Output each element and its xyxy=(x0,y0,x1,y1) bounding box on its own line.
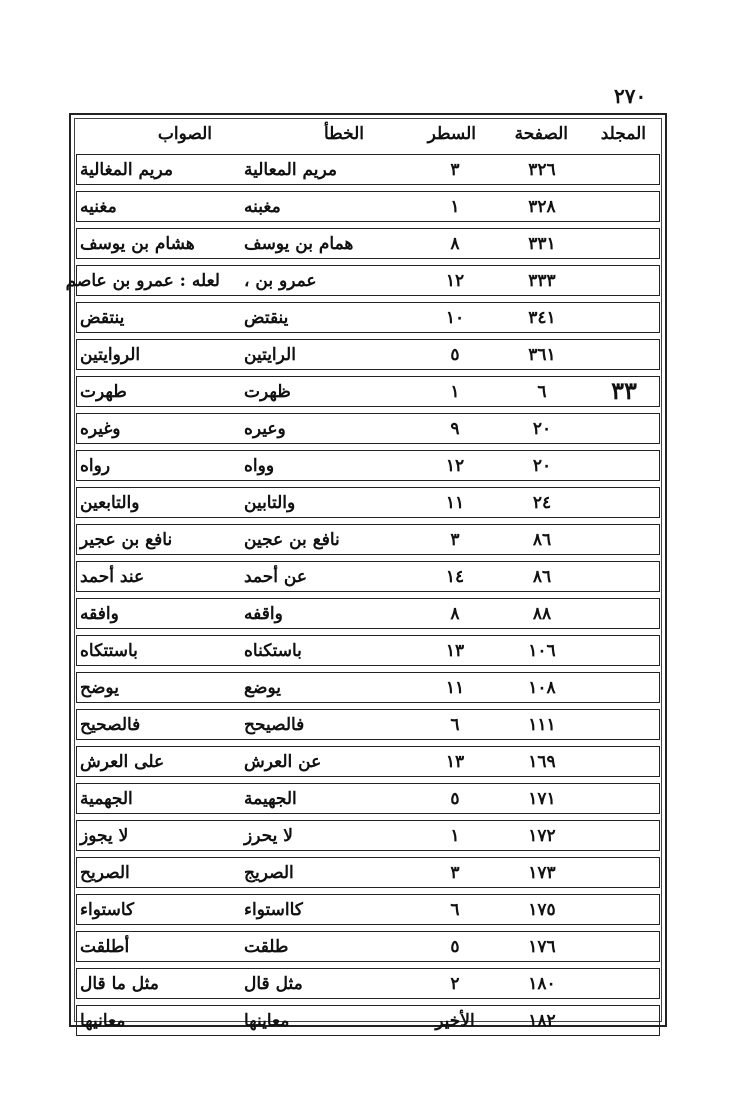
page-cell: ١٧٣ xyxy=(528,863,556,883)
correct-cell: مثل ما قال xyxy=(80,974,159,994)
table-row xyxy=(76,335,660,372)
wrong-cell: فالصيحح xyxy=(244,715,305,735)
page-cell: ١٧٢ xyxy=(528,826,556,846)
correct-cell: يوضح xyxy=(80,678,119,698)
page-cell: ٣٢٨ xyxy=(528,197,556,217)
wrong-cell: واقفه xyxy=(244,604,283,624)
header-wrong: الخطأ xyxy=(323,124,364,144)
correct-cell: باستتكاه xyxy=(80,641,138,661)
line-cell: ٦ xyxy=(450,900,460,920)
table-row xyxy=(76,372,660,409)
table-row xyxy=(76,520,660,557)
wrong-cell: ظهرت xyxy=(244,382,291,402)
page-cell: ٣٦١ xyxy=(528,345,556,365)
line-cell: ٣ xyxy=(450,160,460,180)
table-row xyxy=(76,557,660,594)
wrong-cell: كااستواء xyxy=(244,900,303,920)
table-row xyxy=(76,816,660,853)
page-cell: ١٠٨ xyxy=(528,678,556,698)
line-cell: ٢ xyxy=(450,974,460,994)
wrong-cell: وعيره xyxy=(244,419,286,439)
table-row xyxy=(76,742,660,779)
correct-cell: مريم المغالية xyxy=(80,160,173,180)
wrong-cell: والتابين xyxy=(244,493,296,513)
line-cell: ١١ xyxy=(445,678,465,698)
correct-cell: ينتقض xyxy=(80,308,125,328)
line-cell: ٩ xyxy=(450,419,460,439)
page-cell: ١٠٦ xyxy=(528,641,556,661)
wrong-cell: عمرو بن ، xyxy=(244,271,317,291)
table-header xyxy=(80,118,660,150)
line-cell: ١٢ xyxy=(445,271,465,291)
wrong-cell: مريم المعالية xyxy=(244,160,337,180)
wrong-cell: ينقتض xyxy=(244,308,289,328)
wrong-cell: معاينها xyxy=(244,1011,290,1031)
correct-cell: لا يجوز xyxy=(80,826,129,846)
table-row xyxy=(76,446,660,483)
correct-cell: كاستواء xyxy=(80,900,135,920)
correct-cell: نافع بن عجير xyxy=(80,530,173,550)
table-row xyxy=(76,705,660,742)
line-cell: ١ xyxy=(450,382,460,402)
page-cell: ٨٦ xyxy=(532,567,552,587)
line-cell: ١٠ xyxy=(445,308,465,328)
header-correct: الصواب xyxy=(157,124,212,144)
line-cell: ٣ xyxy=(450,530,460,550)
correct-cell: الصريح xyxy=(80,863,130,883)
page-cell: ١٨٢ xyxy=(528,1011,556,1031)
page-cell: ٣٣٣ xyxy=(528,271,556,291)
volume-cell: ٣٣ xyxy=(611,376,637,405)
correct-cell: معانيها xyxy=(80,1011,126,1031)
line-cell: ١٢ xyxy=(445,456,465,476)
line-cell: ١٣ xyxy=(445,641,465,661)
table-row xyxy=(76,298,660,335)
line-cell: ٥ xyxy=(450,345,460,365)
table-row xyxy=(76,150,660,187)
page-cell: ١٧٦ xyxy=(528,937,556,957)
line-cell: ٣ xyxy=(450,863,460,883)
wrong-cell: باستكناه xyxy=(244,641,302,661)
page-cell: ٣٤١ xyxy=(528,308,556,328)
page-number: ٢٧٠ xyxy=(614,84,647,108)
page-cell: ١٧٥ xyxy=(528,900,556,920)
table-row xyxy=(65,261,660,298)
wrong-cell: مثل قال xyxy=(244,974,303,994)
correct-cell: على العرش xyxy=(80,752,165,772)
line-cell: ١ xyxy=(450,197,460,217)
page-cell: ٨٨ xyxy=(532,604,552,624)
line-cell: ١٣ xyxy=(445,752,465,772)
table-row xyxy=(76,853,660,890)
table-row xyxy=(76,594,660,631)
line-cell: ٥ xyxy=(450,937,460,957)
line-cell: ١ xyxy=(450,826,460,846)
header-line: السطر xyxy=(427,124,476,144)
correct-cell: لعله : عمرو بن عاصم xyxy=(65,271,220,291)
page-cell: ٣٢٦ xyxy=(528,160,556,180)
wrong-cell: طلقت xyxy=(244,937,289,957)
line-cell: ١٤ xyxy=(445,567,465,587)
page-cell: ٣٣١ xyxy=(528,234,556,254)
wrong-cell: يوضع xyxy=(244,678,281,698)
correct-cell: هشام بن يوسف xyxy=(80,234,195,254)
page-cell: ١١١ xyxy=(528,715,556,735)
page-cell: ٨٦ xyxy=(532,530,552,550)
correct-cell: طهرت xyxy=(80,382,127,402)
table-row xyxy=(76,890,660,927)
table-row xyxy=(76,927,660,964)
table-row xyxy=(76,1001,660,1038)
table-row xyxy=(76,779,660,816)
table-row xyxy=(76,631,660,668)
page-cell: ١٧١ xyxy=(528,789,556,809)
wrong-cell: همام بن يوسف xyxy=(244,234,354,254)
page-cell: ٦ xyxy=(537,382,547,402)
wrong-cell: الرايتين xyxy=(244,345,296,365)
wrong-cell: مغبنه xyxy=(244,197,281,217)
correct-cell: أطلقت xyxy=(80,937,130,957)
line-cell: ٨ xyxy=(450,604,460,624)
table-row xyxy=(76,224,660,261)
table-row xyxy=(76,668,660,705)
wrong-cell: الجهيمة xyxy=(244,789,297,809)
line-cell: ٦ xyxy=(450,715,460,735)
line-cell: ٨ xyxy=(450,234,460,254)
page-cell: ٢٠ xyxy=(532,456,552,476)
page-cell: ١٦٩ xyxy=(528,752,556,772)
correct-cell: والتابعين xyxy=(80,493,140,513)
table-row xyxy=(76,483,660,520)
correct-cell: مغنيه xyxy=(80,197,117,217)
table-row xyxy=(76,187,660,224)
header-volume: المجلد xyxy=(600,124,646,144)
wrong-cell: وواه xyxy=(244,456,275,476)
line-cell: الأخير xyxy=(435,1011,475,1031)
page-cell: ٢٠ xyxy=(532,419,552,439)
correct-cell: الجهمية xyxy=(80,789,133,809)
correct-cell: وافقه xyxy=(80,604,119,624)
correct-cell: رواه xyxy=(80,456,111,476)
wrong-cell: نافع بن عجين xyxy=(244,530,340,550)
table-row xyxy=(76,409,660,446)
wrong-cell: عن العرش xyxy=(244,752,322,772)
header-page: الصفحة xyxy=(514,124,568,144)
correct-cell: عند أحمد xyxy=(80,567,145,587)
wrong-cell: عن أحمد xyxy=(244,567,307,587)
correct-cell: الروايتين xyxy=(80,345,141,365)
correct-cell: فالصحيح xyxy=(80,715,141,735)
correct-cell: وغيره xyxy=(80,419,121,439)
line-cell: ٥ xyxy=(450,789,460,809)
page-cell: ٢٤ xyxy=(532,493,552,513)
wrong-cell: الصريج xyxy=(244,863,294,883)
line-cell: ١١ xyxy=(445,493,465,513)
page-cell: ١٨٠ xyxy=(528,974,556,994)
errata-rows xyxy=(65,150,660,1038)
table-row xyxy=(76,964,660,1001)
wrong-cell: لا يحرز xyxy=(244,826,293,846)
